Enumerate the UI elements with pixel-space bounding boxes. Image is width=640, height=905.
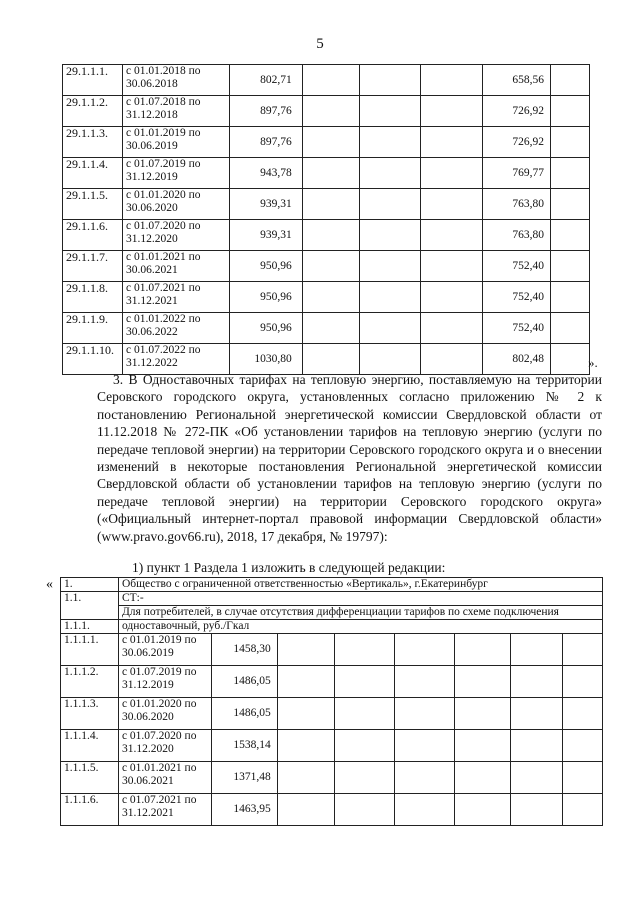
row-period: с 01.07.2018 по 31.12.2018 — [122, 96, 229, 127]
row-value-2: 726,92 — [483, 96, 551, 127]
empty-cell — [277, 698, 334, 730]
page-number: 5 — [316, 36, 324, 52]
row-period: с 01.01.2020 по 30.06.2020 — [118, 698, 211, 730]
empty-cell — [511, 666, 563, 698]
row-period: с 01.07.2019 по 31.12.2019 — [122, 158, 229, 189]
empty-cell — [395, 794, 455, 826]
row-code: 1.1.1.5. — [61, 762, 119, 794]
empty-cell — [359, 158, 421, 189]
table-row — [63, 282, 590, 313]
row-code: 29.1.1.8. — [63, 282, 123, 313]
row-value-2: 769,77 — [483, 158, 551, 189]
empty-cell — [359, 96, 421, 127]
row-value-1: 897,76 — [229, 127, 302, 158]
sub-code: 1.1. — [61, 592, 119, 620]
empty-cell — [421, 220, 483, 251]
row-code: 1.1.1.4. — [61, 730, 119, 762]
empty-cell — [334, 762, 395, 794]
row-value-2: 752,40 — [483, 282, 551, 313]
row-value-1: 1463,95 — [211, 794, 277, 826]
empty-cell — [359, 127, 421, 158]
row-period: с 01.07.2021 по 31.12.2021 — [122, 282, 229, 313]
empty-cell — [455, 698, 511, 730]
empty-cell — [334, 666, 395, 698]
empty-cell — [421, 158, 483, 189]
empty-cell — [302, 127, 359, 158]
row-code: 29.1.1.9. — [63, 313, 123, 344]
empty-cell — [359, 251, 421, 282]
row-period: с 01.07.2022 по 31.12.2022 — [122, 344, 229, 375]
row-value-1: 939,31 — [229, 189, 302, 220]
table-row — [63, 65, 590, 96]
empty-cell — [455, 634, 511, 666]
empty-cell — [421, 344, 483, 375]
row-value-1: 950,96 — [229, 251, 302, 282]
row-period: с 01.07.2019 по 31.12.2019 — [118, 666, 211, 698]
point-heading: 1) пункт 1 Раздела 1 изложить в следующей редакции: — [132, 560, 446, 575]
row-code: 1.1.1.3. — [61, 698, 119, 730]
row-period: с 01.01.2021 по 30.06.2021 — [118, 762, 211, 794]
tariff-table-1 — [62, 64, 590, 375]
row-period: с 01.01.2022 по 30.06.2022 — [122, 313, 229, 344]
empty-cell — [551, 251, 590, 282]
empty-cell — [277, 794, 334, 826]
empty-cell — [563, 730, 603, 762]
row-period: с 01.07.2020 по 31.12.2020 — [118, 730, 211, 762]
row-code: 29.1.1.5. — [63, 189, 123, 220]
opening-quote: « — [46, 577, 53, 592]
empty-cell — [551, 282, 590, 313]
row-value-2: 726,92 — [483, 127, 551, 158]
empty-cell — [302, 189, 359, 220]
empty-cell — [563, 698, 603, 730]
empty-cell — [359, 189, 421, 220]
empty-cell — [455, 730, 511, 762]
row-value-2: 752,40 — [483, 251, 551, 282]
closing-quote: ». — [588, 355, 598, 370]
row-period: с 01.01.2020 по 30.06.2020 — [122, 189, 229, 220]
empty-cell — [563, 794, 603, 826]
empty-cell — [334, 730, 395, 762]
empty-cell — [421, 282, 483, 313]
empty-cell — [277, 762, 334, 794]
empty-cell — [334, 794, 395, 826]
row-value-1: 939,31 — [229, 220, 302, 251]
table-row — [63, 158, 590, 189]
row-period: с 01.01.2019 по 30.06.2019 — [118, 634, 211, 666]
row-value-1: 1538,14 — [211, 730, 277, 762]
row-value-1: 897,76 — [229, 96, 302, 127]
table-row — [61, 794, 603, 826]
empty-cell — [302, 282, 359, 313]
row-period: с 01.07.2020 по 31.12.2020 — [122, 220, 229, 251]
row-value-2: 802,48 — [483, 344, 551, 375]
empty-cell — [277, 666, 334, 698]
row-period: с 01.01.2018 по 30.06.2018 — [122, 65, 229, 96]
empty-cell — [359, 65, 421, 96]
body-paragraph: 3. В Одноставочных тарифах на тепловую энергию, поставляемую на территории Серовского городского округа, установленных согласно приложению № 2 к постановлению Региональной энергетической комиссии Свердловской области от 11.12.2018 № 272-ПК «Об установлении тарифов на тепловую энергию (услуги по передаче тепловой энергии) на территории Серовского городского округа и о внесении изменений в некоторые постановления Региональной энергетической комиссии Свердловской области об установлении тарифов на тепловую энергию (услуги по передаче тепловой энергии) на территории Серовского городского округа» («Официальный интернет-портал правовой информации Свердловской области» (www.pravo.gov66.ru), 2018, 17 декабря, № 19797): — [97, 372, 602, 544]
row-period: с 01.07.2021 по 31.12.2021 — [118, 794, 211, 826]
row-code: 29.1.1.6. — [63, 220, 123, 251]
empty-cell — [421, 251, 483, 282]
empty-cell — [359, 282, 421, 313]
org-name: Общество с ограниченной ответственностью «Вертикаль», г.Екатеринбург — [118, 578, 602, 592]
empty-cell — [455, 666, 511, 698]
table-row — [61, 634, 603, 666]
empty-cell — [277, 730, 334, 762]
row-value-1: 950,96 — [229, 313, 302, 344]
org-code: 1. — [61, 578, 119, 592]
empty-cell — [563, 634, 603, 666]
empty-cell — [334, 634, 395, 666]
empty-cell — [511, 762, 563, 794]
row-code: 29.1.1.4. — [63, 158, 123, 189]
table-row — [63, 189, 590, 220]
empty-cell — [455, 794, 511, 826]
empty-cell — [511, 794, 563, 826]
empty-cell — [421, 96, 483, 127]
empty-cell — [511, 634, 563, 666]
row-value-1: 943,78 — [229, 158, 302, 189]
empty-cell — [302, 65, 359, 96]
row-value-2: 658,56 — [483, 65, 551, 96]
row-code: 1.1.1.2. — [61, 666, 119, 698]
row-value-1: 1486,05 — [211, 666, 277, 698]
row-code: 29.1.1.3. — [63, 127, 123, 158]
empty-cell — [421, 313, 483, 344]
empty-cell — [334, 698, 395, 730]
empty-cell — [359, 313, 421, 344]
row-code: 29.1.1.2. — [63, 96, 123, 127]
empty-cell — [563, 762, 603, 794]
row-code: 29.1.1.10. — [63, 344, 123, 375]
table-row — [61, 666, 603, 698]
table-row — [61, 730, 603, 762]
table-row — [63, 127, 590, 158]
empty-cell — [395, 698, 455, 730]
row-code: 29.1.1.1. — [63, 65, 123, 96]
empty-cell — [302, 96, 359, 127]
row-value-2: 763,80 — [483, 220, 551, 251]
row-value-2: 763,80 — [483, 189, 551, 220]
row-value-1: 1458,30 — [211, 634, 277, 666]
empty-cell — [302, 344, 359, 375]
tariff-table-2 — [60, 577, 603, 826]
table-row — [63, 251, 590, 282]
empty-cell — [395, 666, 455, 698]
empty-cell — [551, 65, 590, 96]
row-value-1: 1486,05 — [211, 698, 277, 730]
empty-cell — [455, 762, 511, 794]
row-code: 29.1.1.7. — [63, 251, 123, 282]
empty-cell — [551, 127, 590, 158]
empty-cell — [551, 189, 590, 220]
row-value-1: 802,71 — [229, 65, 302, 96]
table-row — [63, 96, 590, 127]
rate-code: 1.1.1. — [61, 620, 119, 634]
row-value-1: 950,96 — [229, 282, 302, 313]
empty-cell — [421, 127, 483, 158]
table-row — [63, 220, 590, 251]
empty-cell — [395, 730, 455, 762]
empty-cell — [302, 313, 359, 344]
empty-cell — [421, 189, 483, 220]
row-period: с 01.01.2021 по 30.06.2021 — [122, 251, 229, 282]
empty-cell — [551, 220, 590, 251]
row-value-2: 752,40 — [483, 313, 551, 344]
table-row — [63, 344, 590, 375]
row-value-1: 1371,48 — [211, 762, 277, 794]
empty-cell — [395, 634, 455, 666]
empty-cell — [551, 96, 590, 127]
table-row — [63, 313, 590, 344]
empty-cell — [421, 65, 483, 96]
row-period: с 01.01.2019 по 30.06.2019 — [122, 127, 229, 158]
table-row — [61, 698, 603, 730]
row-value-1: 1030,80 — [229, 344, 302, 375]
empty-cell — [359, 344, 421, 375]
empty-cell — [511, 698, 563, 730]
consumers-label: Для потребителей, в случае отсутствия дифференциации тарифов по схеме подключения — [118, 606, 602, 620]
row-code: 1.1.1.6. — [61, 794, 119, 826]
rate-label: одноставочный, руб./Гкал — [118, 620, 602, 634]
sub-label: СТ:- — [118, 592, 602, 606]
empty-cell — [302, 220, 359, 251]
empty-cell — [551, 158, 590, 189]
empty-cell — [359, 220, 421, 251]
empty-cell — [395, 762, 455, 794]
empty-cell — [551, 344, 590, 375]
empty-cell — [302, 158, 359, 189]
empty-cell — [563, 666, 603, 698]
empty-cell — [302, 251, 359, 282]
row-code: 1.1.1.1. — [61, 634, 119, 666]
empty-cell — [277, 634, 334, 666]
empty-cell — [551, 313, 590, 344]
empty-cell — [511, 730, 563, 762]
table-row — [61, 762, 603, 794]
